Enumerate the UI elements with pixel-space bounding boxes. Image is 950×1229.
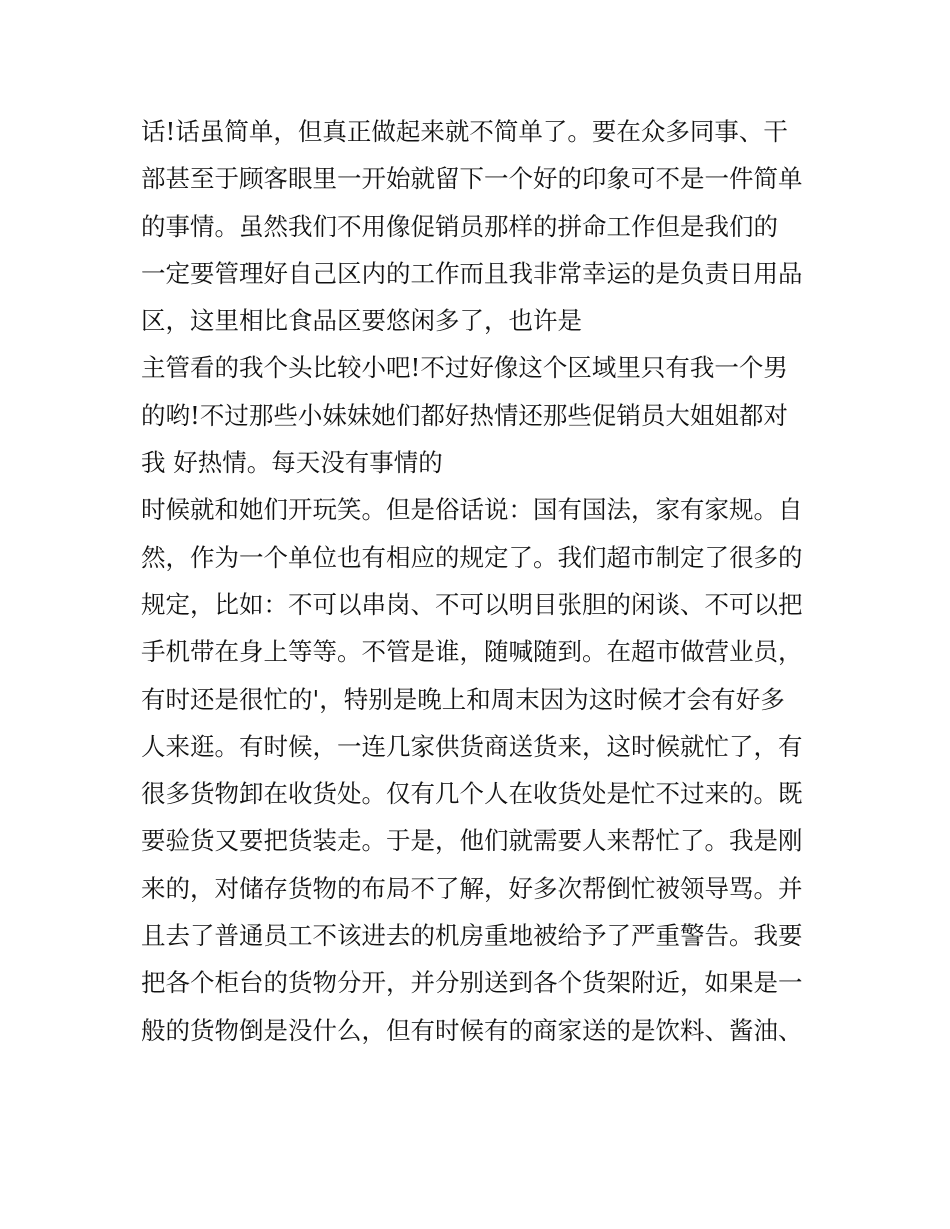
text-line: 规定，比如：不可以串岗、不可以明目张胆的闲谈、不可以把 [141,589,803,619]
text-line: 有时还是很忙的'，特别是晚上和周末因为这时候才会有好多 [141,684,785,714]
text-line: 且去了普通员工不该进去的机房重地被给予了严重警告。我要 [141,921,803,951]
text-line: 手机带在身上等等。不管是谁，随喊随到。在超市做营业员， [141,637,803,667]
text-line: 来的，对储存货物的布局不了解，好多次帮倒忙被领导骂。并 [141,873,803,903]
text-line: 然，作为一个单位也有相应的规定了。我们超市制定了很多的 [141,542,803,572]
text-line: 的事情。虽然我们不用像促销员那样的拼命工作但是我们的 [141,211,778,241]
text-line: 把各个柜台的货物分开，并分别送到各个货架附近，如果是一 [141,968,803,998]
text-line: 时候就和她们开玩笑。但是俗话说：国有国法，家有家规。自 [141,495,803,525]
text-line: 很多货物卸在收货处。仅有几个人在收货处是忙不过来的。既 [141,779,803,809]
document-body [141,108,821,1054]
text-line: 区，这里相比食品区要悠闲多了，也许是 [141,306,582,336]
text-line: 我 好热情。每天没有事情的 [141,448,443,478]
text-line: 一定要管理好自己区内的工作而且我非常幸运的是负责日用品 [141,258,803,288]
text-line: 般的货物倒是没什么，但有时候有的商家送的是饮料、酱油、 [141,1015,803,1045]
text-line: 的哟!不过那些小妹妹她们都好热情还那些促销员大姐姐都对 [141,400,788,430]
text-line: 主管看的我个头比较小吧!不过好像这个区域里只有我一个男 [141,353,788,383]
text-line: 要验货又要把货装走。于是，他们就需要人来帮忙了。我是刚 [141,826,803,856]
text-line: 部甚至于顾客眼里一开始就留下一个好的印象可不是一件简单 [141,164,803,194]
text-line: 话!话虽简单，但真正做起来就不简单了。要在众多同事、干 [141,117,788,146]
text-line: 人来逛。有时候，一连几家供货商送货来，这时候就忙了，有 [141,731,803,761]
